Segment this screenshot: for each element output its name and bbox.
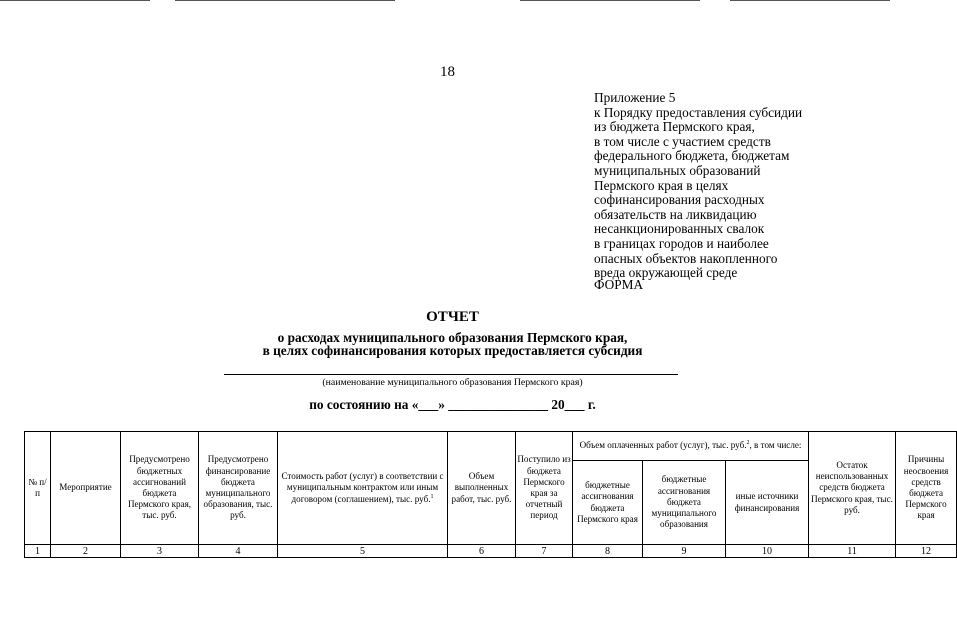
scan-edge-line <box>520 0 700 1</box>
header-municipal-financing-planned: Предусмотрено финансирование бюджета муниципального образования, тыс. руб. <box>199 432 278 545</box>
appendix-line: опасных объектов накопленного <box>594 250 778 266</box>
column-number-cell: 7 <box>516 545 573 558</box>
scan-edge-line <box>175 0 395 1</box>
scan-edge-line <box>730 0 890 1</box>
column-number-cell: 3 <box>121 545 199 558</box>
header-number: № п/п <box>25 432 51 545</box>
appendix-line: несанкционированных свалок <box>594 221 765 237</box>
form-label: ФОРМА <box>594 277 644 292</box>
table-row <box>25 545 957 558</box>
appendix-line: Приложение 5 <box>594 90 676 105</box>
report-title: ОТЧЕТ <box>426 309 479 325</box>
column-number-cell: 6 <box>448 545 516 558</box>
column-number-cell: 10 <box>726 545 809 558</box>
appendix-line: в границах городов и наиболее <box>594 235 769 251</box>
column-number-cell: 9 <box>643 545 726 558</box>
appendix-line: вреда окружающей среде <box>594 265 738 281</box>
header-received-funds: Поступило из бюджета Пермского края за отчетный период <box>516 432 573 545</box>
footnote-marker: 2 <box>746 440 750 447</box>
header-contract-cost <box>278 432 448 545</box>
appendix-line: Пермского края в целях <box>594 177 729 193</box>
report-subtitle-line-2: в целях софинансирования которых предоставляется субсидия <box>262 343 643 358</box>
municipality-name-caption: (наименование муниципального образования Пермского края) <box>322 377 583 388</box>
page-number: 18 <box>440 64 455 80</box>
report-subtitle-line-1: о расходах муниципального образования Пермского края, <box>277 330 628 345</box>
appendix-line: обязательств на ликвидацию <box>594 206 757 222</box>
scan-edge-line <box>0 0 150 1</box>
report-date-line: по состоянию на «___» _______________ 20___ г. <box>309 397 596 412</box>
appendix-line: из бюджета Пермского края, <box>594 119 755 135</box>
header-contract-cost-text: Стоимость работ (услуг) в соответствии с муниципальным контрактом или иным договором (соглашением), тыс. руб. <box>281 471 444 504</box>
column-number-cell: 5 <box>278 545 448 558</box>
column-number-cell: 11 <box>809 545 896 558</box>
appendix-line: муниципальных образований <box>594 162 761 178</box>
appendix-line: в том числе с участием средств <box>594 133 771 149</box>
header-paid-municipal: бюджетные ассигнования бюджета муниципального образования <box>643 461 726 545</box>
column-number-cell: 12 <box>896 545 957 558</box>
column-number-cell: 8 <box>573 545 643 558</box>
header-paid-work-group-text: Объем оплаченных работ (услуг), тыс. руб. <box>579 440 747 451</box>
column-number-cell: 2 <box>51 545 121 558</box>
header-paid-regional: бюджетные ассигнования бюджета Пермского края <box>573 461 643 545</box>
column-number-cell: 1 <box>25 545 51 558</box>
header-work-volume: Объем выполненных работ, тыс. руб. <box>448 432 516 545</box>
appendix-heading <box>594 91 894 281</box>
header-paid-work-group-tail: , в том числе: <box>749 440 802 451</box>
header-unused-balance: Остаток неиспользованных средств бюджета Пермского края, тыс. руб. <box>809 432 896 545</box>
appendix-line: к Порядку предоставления субсидии <box>594 104 803 120</box>
municipality-name-line <box>224 374 678 375</box>
appendix-line: софинансирования расходных <box>594 192 765 208</box>
header-paid-work-group <box>573 432 809 461</box>
report-table <box>24 431 957 558</box>
header-regional-budget-planned: Предусмотрено бюджетных ассигнований бюджета Пермского края, тыс. руб. <box>121 432 199 545</box>
column-number-cell: 4 <box>199 545 278 558</box>
header-underuse-reasons: Причины неосвоения средств бюджета Пермского края <box>896 432 957 545</box>
footnote-marker: 1 <box>430 493 434 500</box>
appendix-line: федерального бюджета, бюджетам <box>594 148 790 164</box>
header-paid-other: иные источники финансирования <box>726 461 809 545</box>
header-activity: Мероприятие <box>51 432 121 545</box>
